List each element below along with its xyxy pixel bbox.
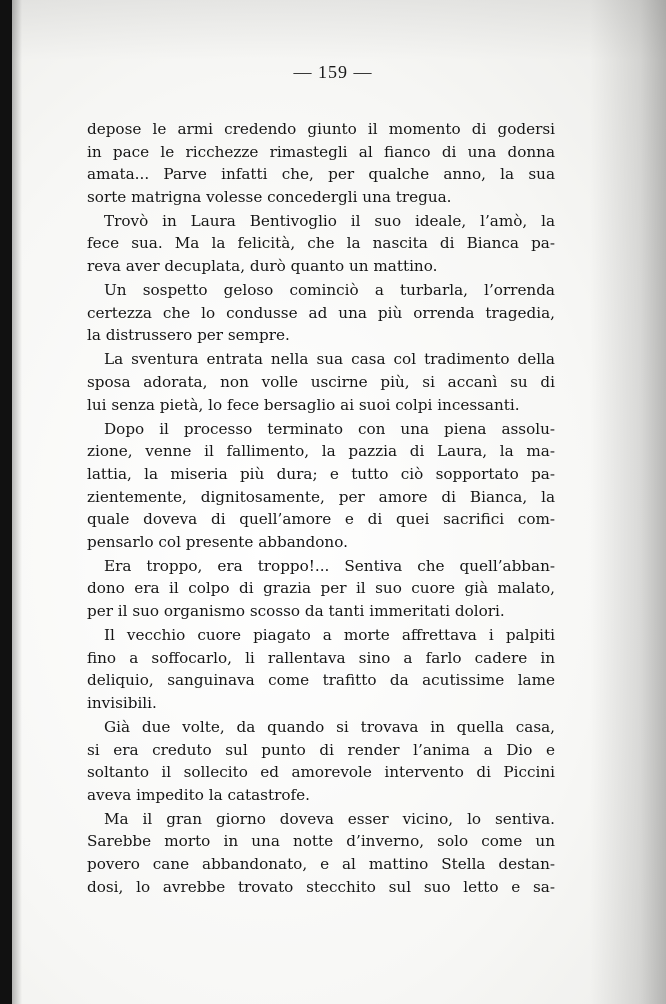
text-line: lui senza pietà, lo fece bersaglio ai suoi colpi incessanti. [87,395,520,414]
text-line: zione, venne il fallimento, la pazzia di Laura, la ma- [87,442,555,461]
text-line: per il suo organismo scosso da tanti immeritati dolori. [87,601,505,620]
text-line: Ma il gran giorno doveva esser vicino, lo sentiva. [104,809,555,828]
paragraph [87,348,555,416]
text-line: aveva impedito la catastrofe. [87,785,310,804]
page-number: — 159 — [293,62,373,82]
text-line: fece sua. Ma la felicità, che la nascita di Bianca pa- [87,234,555,253]
text-line: sposa adorata, non volle uscirne più, si accanì su di [87,373,555,392]
paragraph [87,716,555,806]
paragraph [87,555,555,623]
text-line: lattia, la miseria più dura; e tutto ciò sopportato pa- [87,464,555,483]
text-line: in pace le ricchezze rimastegli al fianco di una donna [87,142,555,161]
text-line: dono era il colpo di grazia per il suo cuore già malato, [87,579,555,598]
paragraph [87,279,555,347]
text-line: povero cane abbandonato, e al mattino Stella destan- [87,855,555,873]
text-line: Già due volte, da quando si trovava in quella casa, [104,717,555,736]
paragraph [87,624,555,714]
text-line: dosi, lo avrebbe trovato stecchito sul suo letto e sa- [87,877,555,896]
paragraph [87,118,555,208]
text-line: fino a soffocarlo, li rallentava sino a farlo cadere in [87,648,555,667]
text-line: zientemente, dignitosamente, per amore di Bianca, la [87,487,555,506]
binding-shadow [12,0,22,1004]
text-line: Trovò in Laura Bentivoglio il suo ideale, l’amò, la [104,211,555,230]
text-line: Dopo il processo terminato con una piena assolu- [104,419,555,438]
text-line: quale doveva di quell’amore e di quei sacrifici com- [87,510,555,529]
text-line: deliquio, sanguinava come trafitto da acutissime lame [87,671,555,690]
text-line: Un sospetto geloso cominciò a turbarla, l’orrenda [104,281,555,300]
text-line: pensarlo col presente abbandono. [87,532,348,551]
text-line: sorte matrigna volesse concedergli una tregua. [87,187,452,206]
page-binding-edge [0,0,12,1004]
text-line: Sarebbe morto in una notte d’inverno, solo come un [87,832,555,851]
paragraph [87,210,555,278]
text-line: soltanto il sollecito ed amorevole intervento di Piccini [87,763,555,782]
body-text [87,102,555,898]
text-line: reva aver decuplata, durò quanto un mattino. [87,257,438,276]
text-line: la distrussero per sempre. [87,326,290,345]
text-line: La sventura entrata nella sua casa col tradimento della [104,350,555,369]
text-line: si era creduto sul punto di render l’anima a Dio e [87,740,555,759]
text-line: Il vecchio cuore piagato a morte affrettava i palpiti [104,626,555,645]
text-line: Era troppo, era troppo!... Sentiva che quell’abban- [104,556,555,575]
text-line: depose le armi credendo giunto il momento di godersi [87,120,555,138]
text-line: certezza che lo condusse ad una più orrenda tragedia, [87,303,555,322]
paragraph [87,808,555,898]
text-line: invisibili. [87,693,157,712]
text-line: amata... Parve infatti che, per qualche anno, la sua [87,165,555,184]
paragraph [87,418,555,554]
